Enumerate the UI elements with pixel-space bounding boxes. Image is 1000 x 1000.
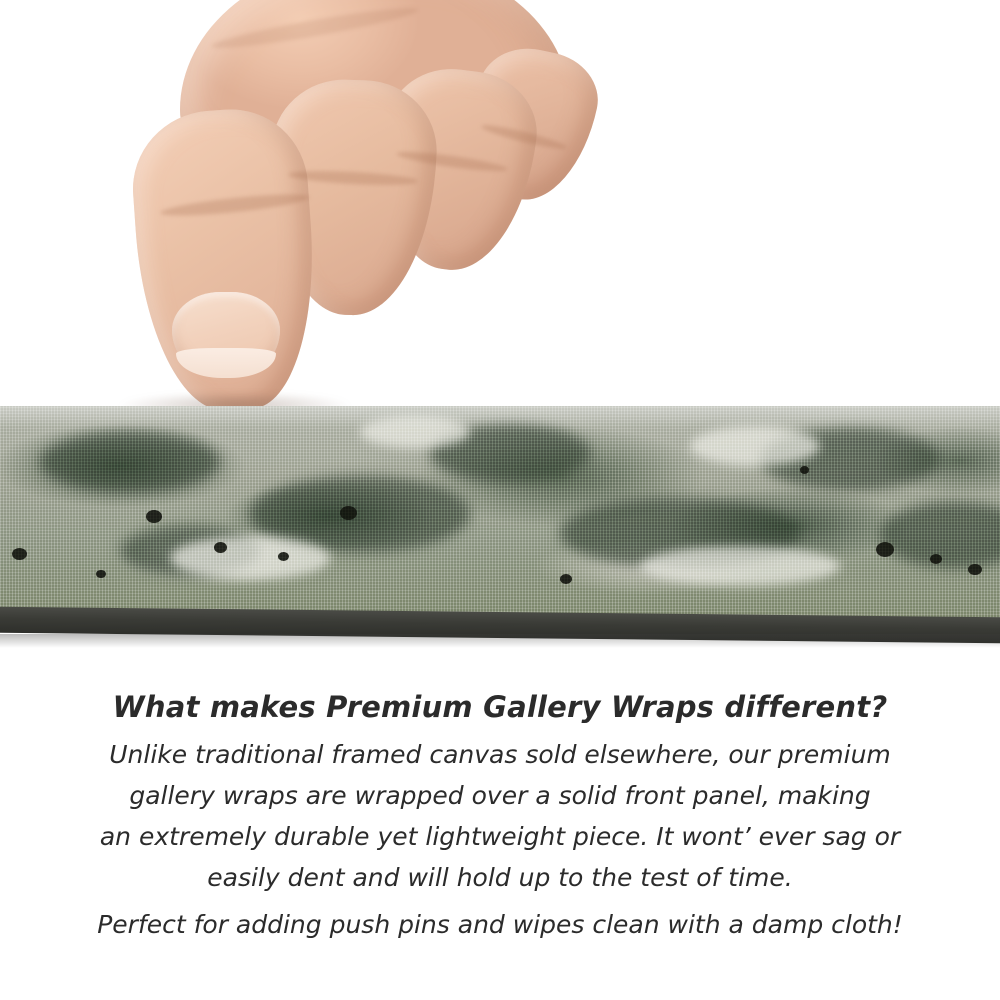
caption-line-5: Perfect for adding push pins and wipes clean with a damp cloth! [97,910,903,939]
canvas-weave-texture [0,406,1000,618]
caption-line-2: gallery wraps are wrapped over a solid front panel, making [129,781,871,810]
hand-illustration [120,0,580,430]
caption-line-3: an extremely durable yet lightweight piece. It wont’ ever sag or [99,822,901,851]
caption-line-1: Unlike traditional framed canvas sold elsewhere, our premium [109,740,891,769]
caption-block [0,690,1000,945]
canvas-top-highlight [0,406,1000,428]
caption-heading: What makes Premium Gallery Wraps different? [112,690,888,724]
canvas-edge-strip [0,406,1000,618]
caption-line-4: easily dent and will hold up to the test of time. [207,863,793,892]
caption-body [0,734,1000,945]
canvas-drop-shadow [0,634,1000,648]
